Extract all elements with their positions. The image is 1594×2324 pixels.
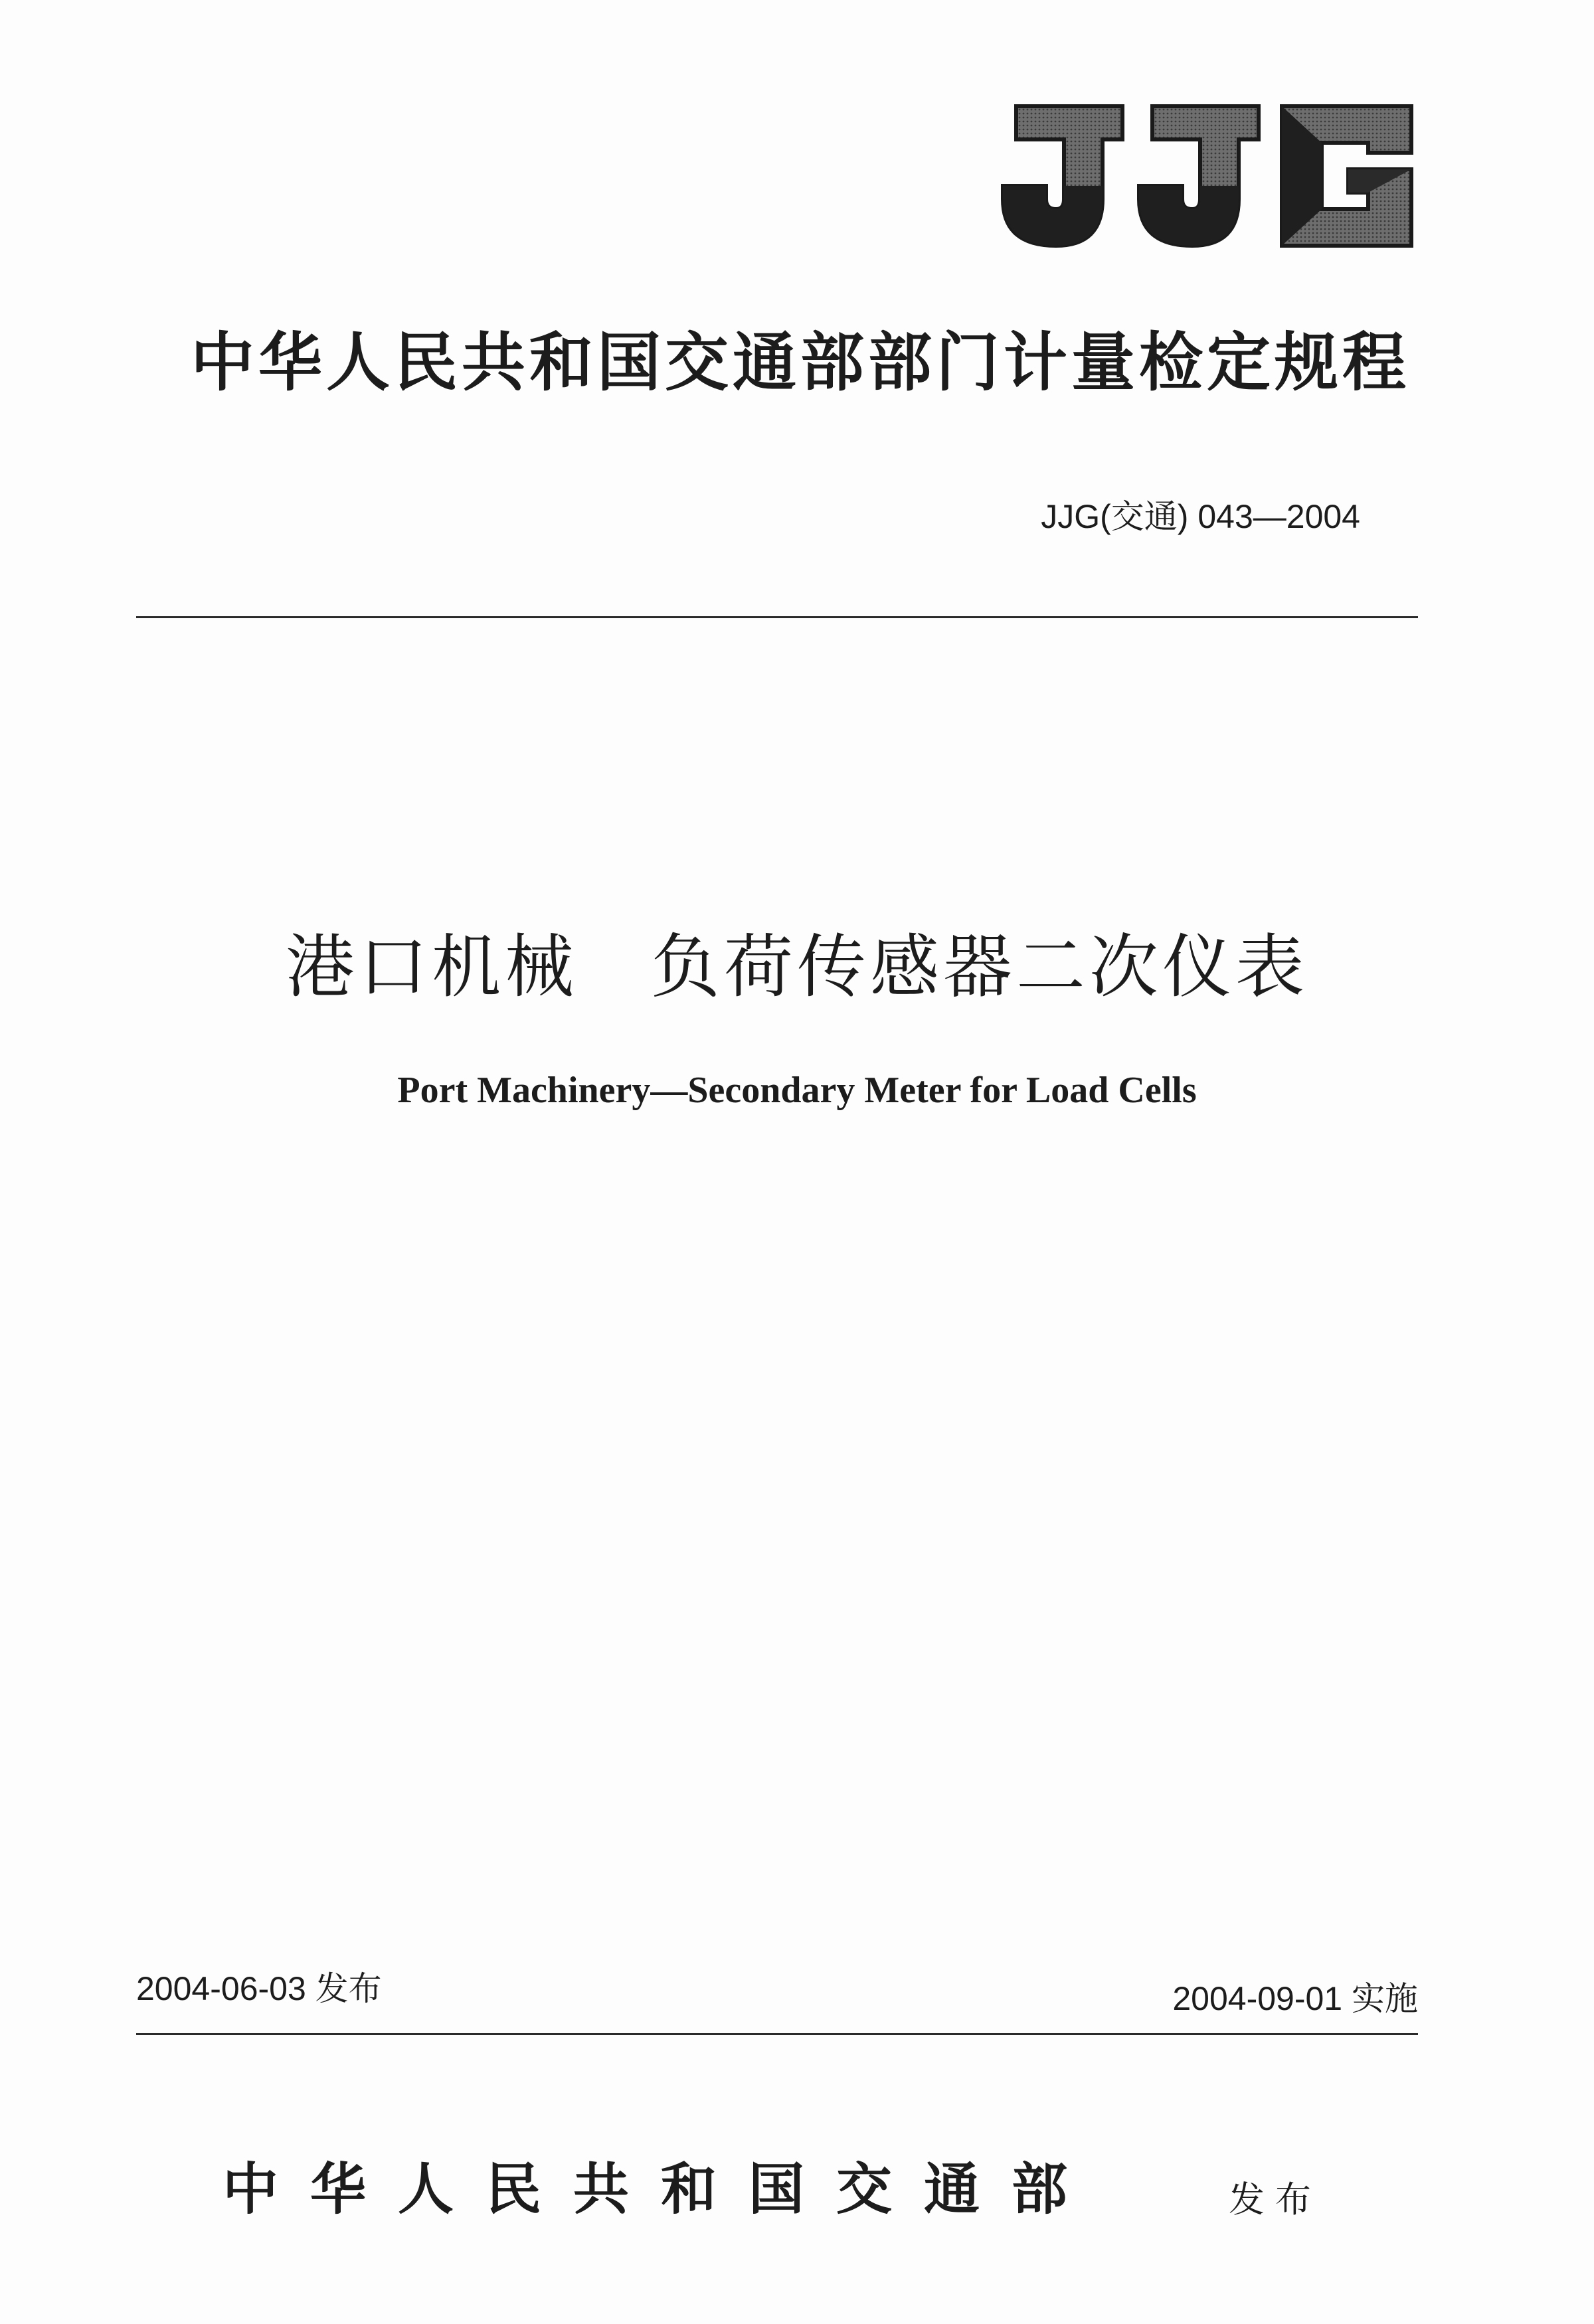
standard-code: JJG(交通) 043—2004 xyxy=(1041,498,1360,535)
publisher-suffix: 发布 xyxy=(1229,2179,1322,2220)
effective-date: 2004-09-01 实施 xyxy=(1172,1980,1418,2017)
top-divider xyxy=(136,616,1418,618)
logo-letter-j-2 xyxy=(1139,106,1259,246)
publisher-name: 中华人民共和国交通部 xyxy=(222,2156,1100,2222)
logo-letter-j-1 xyxy=(1003,106,1122,246)
document-title-en: Port Machinery—Secondary Meter for Load Cells xyxy=(397,1070,1197,1111)
logo-letter-g xyxy=(1282,106,1411,246)
issue-date: 2004-06-03 发布 xyxy=(136,1970,382,2007)
jjg-logo xyxy=(990,100,1415,252)
bottom-divider xyxy=(136,2033,1418,2035)
series-title: 中华人民共和国交通部部门计量检定规程 xyxy=(191,325,1410,400)
document-title-cn: 港口机械 负荷传感器二次仪表 xyxy=(285,926,1308,1007)
